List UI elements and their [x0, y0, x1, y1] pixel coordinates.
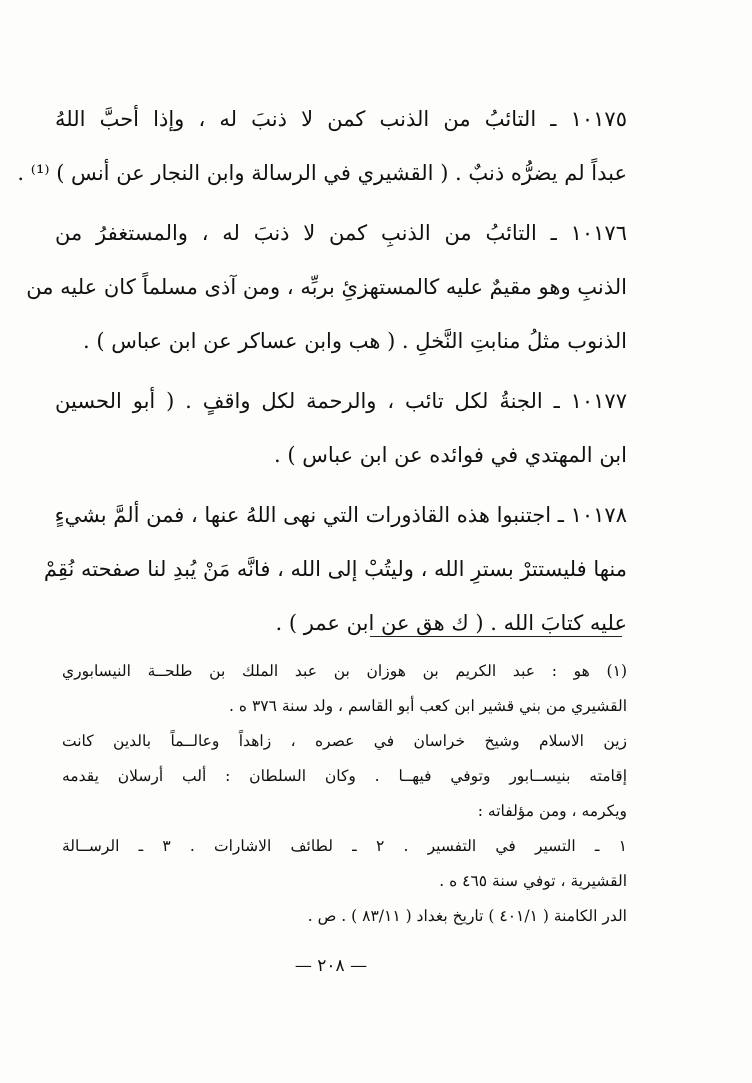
hadith-line: الذنبِ وهو مقيمٌ عليه كالمستهزئِ بربِّه ، ومن آذى مسلماً كان عليه من	[26, 275, 627, 299]
hadith-line: عليه كتابَ الله . ( ك هق عن ابن عمر ) .	[275, 611, 627, 635]
hadith-10178	[43, 488, 627, 650]
hadith-line: ابن المهتدي في فوائده عن ابن عباس ) .	[273, 443, 627, 467]
footnote-line: القشيرية ، توفي سنة ٤٦٥ ه .	[439, 872, 627, 890]
footnote-line: زين الاسلام وشيخ خراسان في عصره ، زاهداً وعالــماً بالدين كانت	[62, 732, 627, 750]
footnote-line: القشيري من بني قشير ابن كعب أبو القاسم ، ولد سنة ٣٧٦ ه .	[229, 697, 627, 715]
footnote-line: ١ ـ التسير في التفسير . ٢ ـ لطائف الاشارات . ٣ ـ الرســالة	[62, 837, 627, 855]
footnote	[62, 654, 627, 934]
footnote-line: الدر الكامنة ( ٤٠١/١ ) تاريخ بغداد ( ٨٣/١١ ) . ص .	[307, 907, 627, 925]
hadith-10176	[26, 206, 627, 368]
footnote-line: إقامته بنيســابور وتوفي فيهــا . وكان السلطان : ألب أرسلان يقدمه	[62, 767, 627, 785]
hadith-line: ١٠١٧٨ ـ اجتنبوا هذه القاذورات التي نهى اللهُ عنها ، فمن ألمَّ بشيءٍ	[54, 503, 627, 527]
footnote-line: (١) هو : عبد الكريم بن هوزان بن عبد الملك بن طلحــة النيسابوري	[62, 662, 627, 680]
hadith-body	[17, 92, 627, 656]
hadith-line: عبداً لم يضرُّه ذنبٌ . ( القشيري في الرسالة وابن النجار عن أنس ) ⁽¹⁾ .	[17, 161, 627, 185]
page-number: — ٢٠٨ —	[294, 956, 368, 976]
hadith-line: ١٠١٧٧ ـ الجنةُ لكل تائب ، والرحمة لكل واقفٍ . ( أبو الحسين	[55, 389, 627, 413]
hadith-line: ١٠١٧٦ ـ التائبُ من الذنبِ كمن لا ذنبَ له ، والمستغفرُ من	[55, 221, 627, 245]
footnote-divider	[370, 636, 622, 637]
hadith-10175	[17, 92, 627, 200]
hadith-line: ١٠١٧٥ ـ التائبُ من الذنب كمن لا ذنبَ له ، وإذا أحبَّ اللهُ	[55, 107, 627, 131]
footnote-line: ويكرمه ، ومن مؤلفاته :	[477, 802, 627, 820]
hadith-line: منها فليستترْ بسترِ الله ، وليتُبْ إلى الله ، فانَّه مَنْ يُبدِ لنا صفحته نُقِمْ	[43, 557, 627, 581]
hadith-10177	[55, 374, 627, 482]
hadith-line: الذنوب مثلُ منابتِ النَّخلِ . ( هب وابن عساكر عن ابن عباس ) .	[82, 329, 627, 353]
